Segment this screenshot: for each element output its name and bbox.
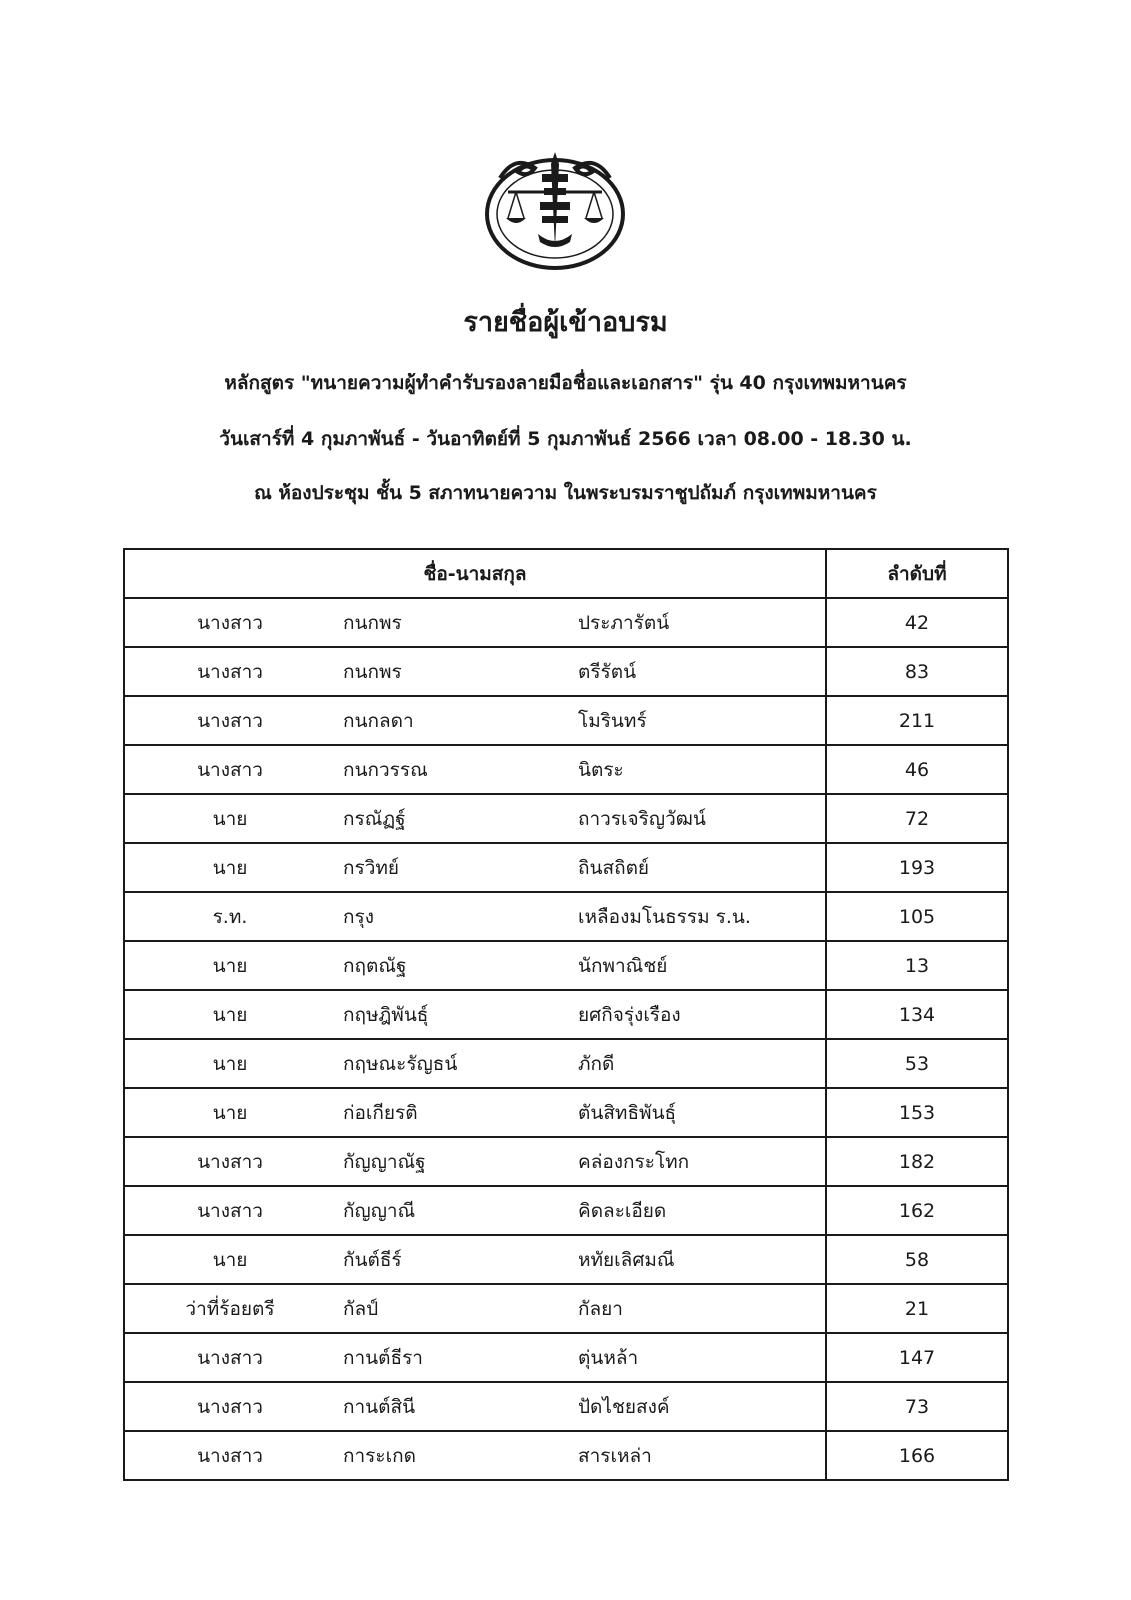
last-name: กัลยา [578,1297,623,1320]
order-number: 58 [826,1235,1008,1284]
last-name: คิดละเอียด [578,1199,667,1222]
table-row [124,1235,1008,1284]
name-cell [124,892,826,941]
order-number: 13 [826,941,1008,990]
name-prefix: นาย [212,1101,248,1124]
last-name: ถินสถิตย์ [578,856,650,879]
name-prefix: นาย [212,1003,248,1026]
first-name: กนกลดา [343,709,414,732]
first-name: กนกพร [343,611,402,634]
order-number: 83 [826,647,1008,696]
table-row [124,1088,1008,1137]
first-name: การะเกด [343,1444,416,1467]
first-name: กานต์ธีรา [343,1346,423,1369]
name-cell [124,1431,826,1480]
last-name: สารเหล่า [578,1444,652,1467]
first-name: กรณัฏฐ์ [343,807,406,830]
name-prefix: ว่าที่ร้อยตรี [185,1297,275,1320]
name-cell [124,941,826,990]
name-cell [124,843,826,892]
name-cell [124,1284,826,1333]
name-cell [124,1186,826,1235]
last-name: หทัยเลิศมณี [578,1248,675,1271]
order-number: 72 [826,794,1008,843]
table-row [124,1137,1008,1186]
name-cell [124,696,826,745]
last-name: ตรีรัตน์ [578,660,637,683]
table-row [124,696,1008,745]
table-row [124,990,1008,1039]
name-prefix: นางสาว [197,1395,263,1418]
attendee-table-body [124,598,1008,1480]
name-prefix: นางสาว [197,1150,263,1173]
date-line: วันเสาร์ที่ 4 กุมภาพันธ์ - วันอาทิตย์ที่ 5 กุมภาพันธ์ 2566 เวลา 08.00 - 18.30 น. [219,428,912,450]
first-name: กฤษณะรัญธน์ [343,1052,458,1075]
name-prefix: นางสาว [197,758,263,781]
order-number: 182 [826,1137,1008,1186]
name-cell [124,647,826,696]
first-name: กรุง [343,905,374,928]
first-name: กฤตณัฐ [343,954,407,977]
name-prefix: นาย [212,1052,248,1075]
lawyers-council-seal-logo [480,148,630,273]
last-name: คล่องกระโทก [578,1150,690,1173]
name-prefix: นางสาว [197,611,263,634]
first-name: ก่อเกียรติ [343,1101,418,1124]
order-number: 166 [826,1431,1008,1480]
name-cell [124,598,826,647]
table-row [124,794,1008,843]
order-number: 73 [826,1382,1008,1431]
order-number: 46 [826,745,1008,794]
name-cell [124,1039,826,1088]
order-number: 153 [826,1088,1008,1137]
first-name: กรวิทย์ [343,856,400,879]
first-name: กันต์ธีร์ [343,1248,402,1271]
first-name: กานต์สินี [343,1395,416,1418]
name-cell [124,1382,826,1431]
last-name: ปัดไชยสงค์ [578,1395,670,1418]
name-prefix: นางสาว [197,660,263,683]
last-name: นิตระ [578,758,624,781]
last-name: ประภารัตน์ [578,611,670,634]
order-number: 21 [826,1284,1008,1333]
first-name: กฤษฎิพันธุ์ [343,1003,429,1026]
last-name: ยศกิจรุ่งเรือง [578,1003,681,1026]
order-number: 162 [826,1186,1008,1235]
first-name: กนกวรรณ [343,758,428,781]
name-prefix: นาย [212,1248,248,1271]
header-order: ลำดับที่ [826,549,1008,598]
first-name: กัลป์ [343,1297,379,1320]
document-title: รายชื่อผู้เข้าอบรม [463,307,668,338]
attendee-table [123,548,1009,1481]
name-prefix: นางสาว [197,1444,263,1467]
name-prefix: นางสาว [197,1346,263,1369]
table-row [124,598,1008,647]
name-cell [124,1333,826,1382]
table-row [124,647,1008,696]
last-name: นักพาณิชย์ [578,954,668,977]
last-name: ตันสิทธิพันธุ์ [578,1101,677,1124]
table-row [124,892,1008,941]
last-name: เหลืองมโนธรรม ร.น. [578,905,751,928]
course-line: หลักสูตร "ทนายความผู้ทำคำรับรองลายมือชื่อและเอกสาร" รุ่น 40 กรุงเทพมหานคร [224,372,907,394]
table-row [124,1333,1008,1382]
name-prefix: นางสาว [197,1199,263,1222]
first-name: กัญญาณี [343,1199,416,1222]
table-row [124,843,1008,892]
name-cell [124,1088,826,1137]
name-prefix: นาย [212,954,248,977]
table-row [124,1382,1008,1431]
first-name: กนกพร [343,660,402,683]
name-prefix: ร.ท. [212,905,248,928]
name-prefix: นาย [212,856,248,879]
order-number: 42 [826,598,1008,647]
table-header-row [124,549,1008,598]
order-number: 193 [826,843,1008,892]
last-name: โมรินทร์ [578,709,647,732]
order-number: 211 [826,696,1008,745]
table-row [124,745,1008,794]
name-cell [124,1235,826,1284]
name-prefix: นางสาว [197,709,263,732]
venue-line: ณ ห้องประชุม ชั้น 5 สภาทนายความ ในพระบรมราชูปถัมภ์ กรุงเทพมหานคร [254,482,877,504]
order-number: 134 [826,990,1008,1039]
order-number: 147 [826,1333,1008,1382]
order-number: 105 [826,892,1008,941]
table-row [124,941,1008,990]
order-number: 53 [826,1039,1008,1088]
name-cell [124,745,826,794]
name-cell [124,794,826,843]
last-name: ตุ่นหล้า [578,1346,639,1369]
last-name: ภักดี [578,1052,615,1075]
last-name: ถาวรเจริญวัฒน์ [578,807,706,830]
name-cell [124,1137,826,1186]
first-name: กัญญาณัฐ [343,1150,426,1173]
header-name: ชื่อ-นามสกุล [124,549,826,598]
table-row [124,1186,1008,1235]
table-row [124,1284,1008,1333]
table-row [124,1431,1008,1480]
name-cell [124,990,826,1039]
table-row [124,1039,1008,1088]
name-prefix: นาย [212,807,248,830]
